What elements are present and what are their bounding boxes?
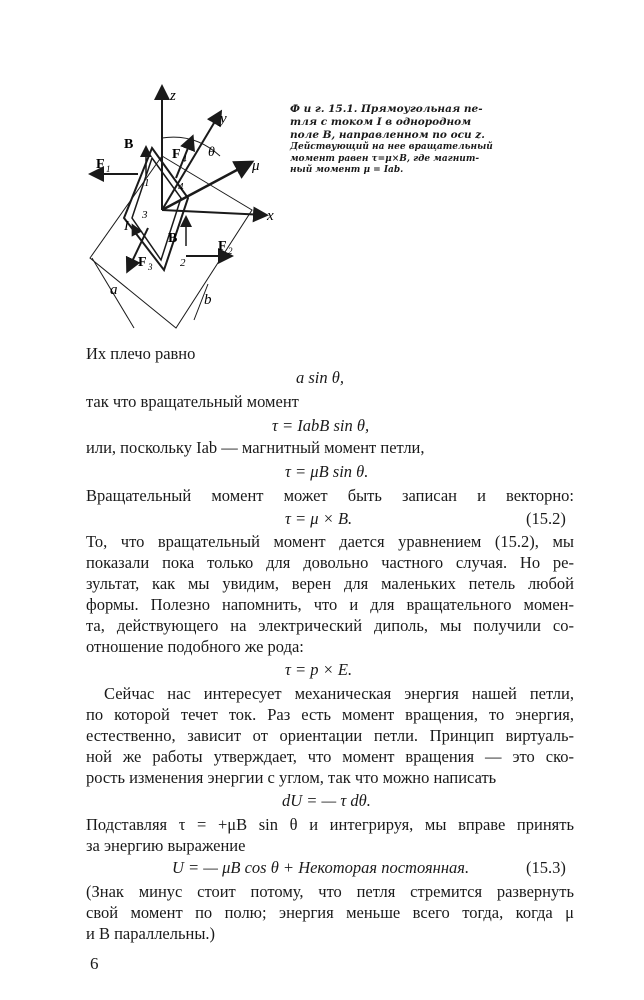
text-line: Подставляя τ = +μB sin θ и интегрируя, мы вправе принять <box>86 815 574 834</box>
equation-15-3: U = — μB cos θ + Некоторая постоянная. <box>172 858 470 877</box>
text-line: или, поскольку Iab — магнитный момент петли, <box>86 438 425 457</box>
equation-arm: a sin θ, <box>296 368 344 387</box>
text-line: То, что вращательный момент дается уравнением (15.2), мы <box>86 532 574 551</box>
text-line: формы. Полезно напомнить, что и для вращательного момен- <box>86 595 574 614</box>
label-B-mid: B <box>168 231 178 246</box>
text-line: по которой течет ток. Раз есть момент вращения, то энергия, <box>86 705 574 724</box>
caption-line-1: Ф и г. 15.1. Прямоугольная пе- <box>290 103 483 115</box>
label-F2: F <box>218 239 227 254</box>
label-theta: θ <box>208 145 215 160</box>
text-line: зультат, как мы увидим, верен для маленьких петель любой <box>86 574 574 593</box>
label-y: y <box>220 111 227 127</box>
label-I: I <box>124 219 129 234</box>
label-F4: F <box>172 147 181 162</box>
text-line: показали пока только для довольно частного случая. Но ре- <box>86 553 574 572</box>
text-line: та, действующего на электрический диполь, мы получили со- <box>86 616 574 635</box>
text-line: свой момент по полю; энергия меньше всего тогда, когда μ <box>86 903 574 922</box>
text-line: за энергию выражение <box>86 836 246 855</box>
equation-dU: dU = — τ dθ. <box>282 791 371 810</box>
label-F4-sub: 4 <box>182 154 187 164</box>
loop-diagram <box>80 78 285 336</box>
equation-number-15-2: (15.2) <box>526 509 566 528</box>
label-F3-sub: 3 <box>148 262 153 272</box>
text-line: Сейчас нас интересует механическая энергия нашей петли, <box>104 684 574 703</box>
text-line: отношение подобного же рода: <box>86 637 304 656</box>
label-F2-sub: 2 <box>228 246 233 256</box>
label-F3: F <box>138 255 147 270</box>
label-n3: 3 <box>142 209 148 221</box>
equation-torque: τ = IabB sin θ, <box>272 416 370 435</box>
caption-line-2: тля с током I в однородном <box>290 116 472 128</box>
label-n2: 2 <box>180 257 186 269</box>
text-line: Вращательный момент может быть записан и векторно: <box>86 486 574 505</box>
text-line: ной же работы утверждает, что момент вращения — это ско- <box>86 747 574 766</box>
caption-line-4: Действующий на нее вращательный <box>290 142 493 152</box>
figure-caption <box>290 103 505 177</box>
text-line: и B параллельны.) <box>86 924 216 943</box>
caption-line-5: момент равен τ=μ×B, где магнит- <box>290 153 480 164</box>
label-b: b <box>204 292 212 308</box>
label-x: x <box>267 208 274 224</box>
text-line: так что вращательный момент <box>86 392 299 411</box>
page-number: 6 <box>90 954 99 973</box>
label-F1: F <box>96 157 105 172</box>
text-line: Их плечо равно <box>86 344 196 363</box>
equation-torque-mu: τ = μB sin θ. <box>285 462 369 481</box>
text-line: (Знак минус стоит потому, что петля стремится развернуть <box>86 882 574 901</box>
text-line: естественно, зависит от ориентации петли. Принцип виртуаль- <box>86 726 574 745</box>
label-n1: 1 <box>144 177 150 189</box>
figure-15-1 <box>80 78 285 336</box>
label-n4: 4 <box>178 181 184 193</box>
label-mu: μ <box>252 158 260 174</box>
caption-line-3: поле B, направленном по оси z. <box>290 129 485 141</box>
equation-dipole: τ = p × E. <box>285 660 353 679</box>
equation-number-15-3: (15.3) <box>526 858 566 877</box>
caption-line-6: ный момент μ = Iab. <box>290 165 404 175</box>
label-B-top: B <box>124 137 134 152</box>
label-z: z <box>170 88 176 104</box>
label-a: a <box>110 282 118 298</box>
text-line: рость изменения энергии с углом, так что можно написать <box>86 768 497 787</box>
equation-15-2: τ = μ × B. <box>285 509 353 528</box>
label-F1-sub: 1 <box>106 164 111 174</box>
